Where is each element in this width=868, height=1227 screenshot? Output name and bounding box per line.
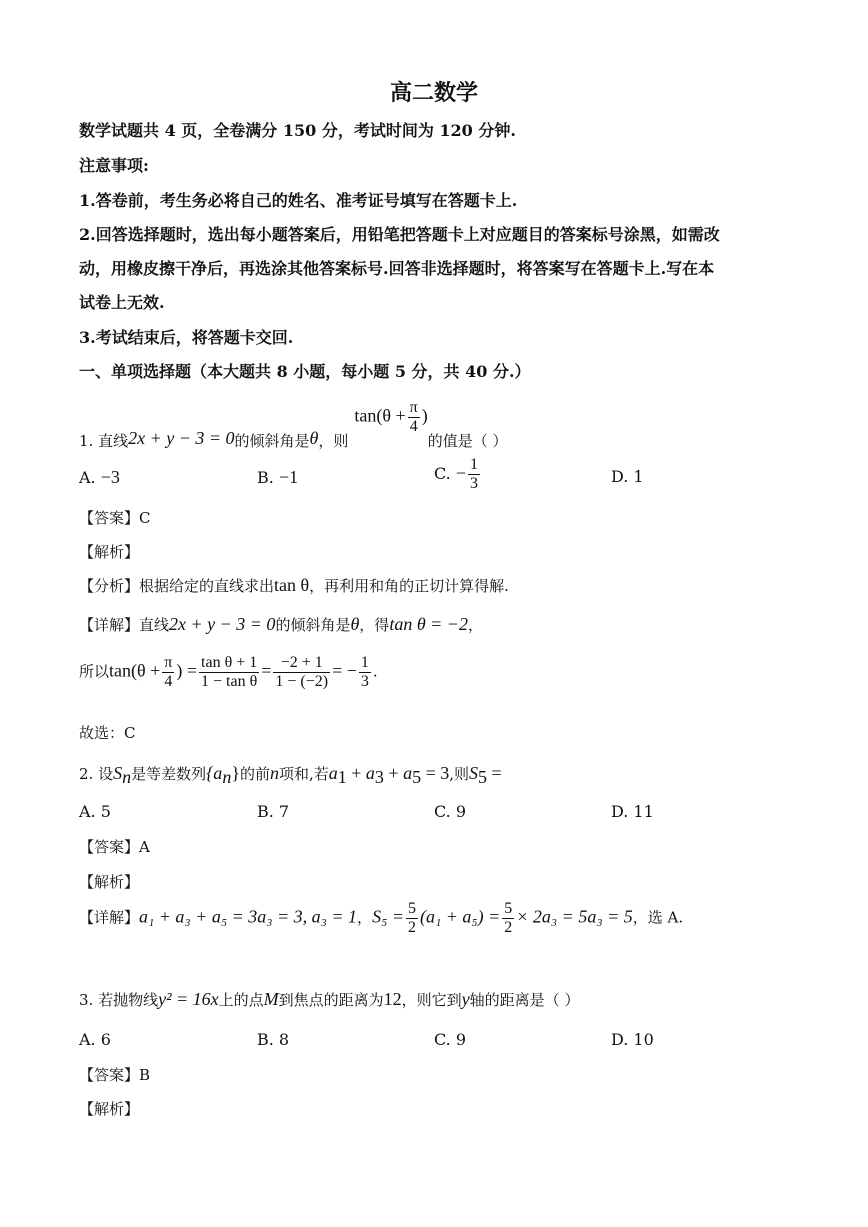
q1-theta: θ	[309, 427, 319, 448]
q3-answer: 【答案】B	[79, 1066, 151, 1084]
q2-option-a: A. 5	[79, 802, 111, 821]
q2-option-c: C. 9	[434, 802, 467, 821]
q1-xiangjie: 【详解】直线2x + y − 3 = 0的倾斜角是θ，得tan θ = −2，	[79, 614, 483, 634]
note-2-end: 试卷上无效.	[79, 293, 165, 312]
q1-option-c: C. − $\frac{1}{3}$	[434, 456, 479, 492]
q1-option-d: D. 1	[611, 467, 644, 486]
q2-option-b: B. 7	[257, 802, 290, 821]
section-heading: 一、单项选择题（本大题共 8 小题，每小题 5 分，共 40 分.）	[79, 362, 531, 381]
note-2-cont: 动，用橡皮擦干净后，再选涂其他答案标号.回答非选择题时，将答案写在答题卡上.写在本	[79, 259, 715, 278]
q1-option-a: A. −3	[79, 467, 120, 487]
q1-then: ，则	[318, 431, 349, 450]
page-title: 高二数学	[389, 80, 478, 106]
question-2: 2. 设$S_n$是等差数列$\{a_n\}$的前n项和,若$a_1 + a_3 + a_5 = 3$,则$S_5$ =	[79, 763, 502, 787]
q1-line-equation: 2x + y − 3 = 0	[128, 427, 235, 448]
q1-answer: 【答案】C	[79, 509, 151, 527]
q1-tan-expression: tan(θ + $\frac{\pi}{4}$ )	[354, 399, 428, 435]
q1-option-b: B. −1	[257, 467, 299, 487]
q3-option-d: D. 10	[611, 1030, 654, 1049]
note-1: 1.答卷前，考生务必将自己的姓名、准考证号填写在答题卡上.	[79, 191, 518, 210]
q1-derivation: 所以tan(θ + $\frac{\pi}{4}$ ) = $\frac{\text{tan θ + 1}}{\text{1 − tan θ}}$ = $\frac{-2 + 1}{1 - (-2)}$ = − $\frac{1}{3}$ .	[79, 654, 378, 690]
notes-heading: 注意事项:	[79, 156, 149, 175]
q2-option-d: D. 11	[611, 802, 654, 821]
q1-choice: 故选：C	[79, 724, 136, 742]
q3-option-b: B. 8	[257, 1030, 290, 1049]
question-1	[79, 399, 508, 450]
q3-analysis-label: 【解析】	[79, 1100, 140, 1118]
q3-option-a: A. 6	[79, 1030, 111, 1049]
q2-xiangjie: 【详解】a₁ + a₃ + a₅ = 3a₃ = 3, a₃ = 1，S₅ = $\frac{5}{2}$ (a₁ + a₅) = $\frac{5}{2}$ × 2a₃ = 5a₃ = 5，选 A.	[79, 900, 684, 936]
q1-fenxi: 【分析】根据给定的直线求出tan θ，再利用和角的正切计算得解.	[79, 575, 509, 595]
q1-analysis-label: 【解析】	[79, 543, 140, 561]
note-3: 3.考试结束后，将答题卡交回.	[79, 328, 294, 347]
q1-suffix: 的值是（ ）	[427, 431, 508, 450]
exam-intro: 数学试题共 4 页，全卷满分 150 分，考试时间为 120 分钟.	[79, 121, 516, 140]
q2-answer: 【答案】A	[79, 838, 150, 856]
question-3: 3. 若抛物线y² = 16x上的点M到焦点的距离为12，则它到y轴的距离是（ ）	[79, 989, 580, 1009]
q1-prefix: 1. 直线	[79, 431, 129, 450]
note-2: 2.回答选择题时，选出每小题答案后，用铅笔把答题卡上对应题目的答案标号涂黑，如需改	[79, 225, 720, 244]
q1-mid: 的倾斜角是	[234, 431, 310, 450]
q2-analysis-label: 【解析】	[79, 873, 140, 891]
q3-option-c: C. 9	[434, 1030, 467, 1049]
